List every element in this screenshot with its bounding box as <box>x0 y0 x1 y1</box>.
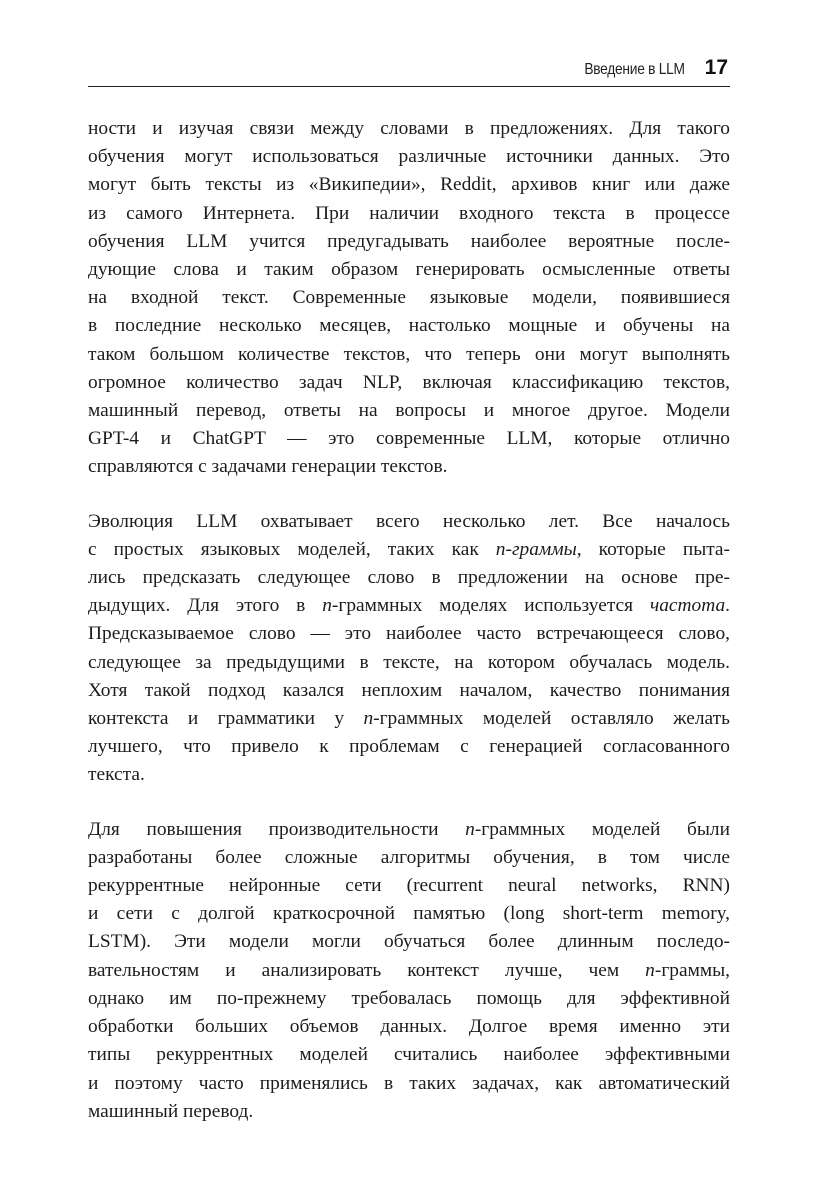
text-run: лись предсказать следующее слово в предложении на основе пре- <box>88 567 730 589</box>
text-line <box>88 761 730 789</box>
text-run: обучения могут использоваться различные источники данных. Это <box>88 146 730 168</box>
text-run: дыдущих. Для этого в <box>88 595 323 617</box>
text-line <box>88 677 730 705</box>
text-run: контекста и грамматики у <box>88 708 364 730</box>
text-run: типы рекуррентных моделей считались наиболее эффективными <box>88 1044 730 1066</box>
text-run: LSTM). Эти модели могли обучаться более длинным последо- <box>88 931 730 953</box>
text-line <box>88 1013 730 1041</box>
text-run: на входной текст. Современные языковые модели, появившиеся <box>88 287 730 309</box>
italic-term: n <box>465 818 475 840</box>
text-line <box>88 872 730 900</box>
text-run: и сети с долгой краткосрочной памятью (long short-term memory, <box>88 903 730 925</box>
text-line <box>88 733 730 761</box>
running-title: Введение в LLM <box>584 61 685 78</box>
text-line <box>88 985 730 1013</box>
text-run: Для повышения производительности <box>88 818 466 840</box>
text-line <box>88 900 730 928</box>
text-run: справляются с задачами генерации текстов. <box>88 456 448 478</box>
text-run: -граммы, <box>654 959 730 981</box>
text-run: разработаны более сложные алгоритмы обучения, в том числе <box>88 846 730 868</box>
text-run: могут быть тексты из «Википедии», Reddit, архивов книг или даже <box>88 174 730 196</box>
text-line <box>88 1098 730 1126</box>
text-run: -граммных моделях используется <box>331 595 650 617</box>
text-line <box>88 284 730 312</box>
text-line <box>88 957 730 985</box>
text-run: дующие слова и таким образом генерировать осмысленные ответы <box>88 259 730 281</box>
text-line <box>88 171 730 199</box>
text-run: GPT-4 и ChatGPT — это современные LLM, которые отлично <box>88 428 730 450</box>
text-run: текста. <box>88 764 145 786</box>
text-line <box>88 228 730 256</box>
italic-term: n <box>322 595 332 617</box>
text-line <box>88 1041 730 1069</box>
paragraph <box>88 816 730 1126</box>
text-line <box>88 453 730 481</box>
text-line <box>88 425 730 453</box>
text-run: обработки больших объемов данных. Долгое время именно эти <box>88 1016 730 1038</box>
page-number: 17 <box>704 56 728 79</box>
italic-term: n-граммы <box>495 538 577 560</box>
text-run: вательностям и анализировать контекст лучше, чем <box>88 959 646 981</box>
text-run: Эволюция LLM охватывает всего несколько лет. Все началось <box>88 510 730 532</box>
text-run: обучения LLM учится предугадывать наиболее вероятные после- <box>88 230 730 252</box>
text-run: . <box>725 595 730 617</box>
text-run: Хотя такой подход казался неплохим началом, качество понимания <box>88 679 730 701</box>
paragraph <box>88 115 730 482</box>
italic-term: n <box>363 708 374 730</box>
text-line <box>88 536 730 564</box>
text-run: -граммных моделей оставляло желать <box>373 708 730 730</box>
text-line <box>88 369 730 397</box>
text-line <box>88 705 730 733</box>
text-line <box>88 620 730 648</box>
text-run: , которые пыта- <box>576 538 730 560</box>
text-run: в последние несколько месяцев, настолько мощные и обучены на <box>88 315 730 337</box>
text-run: машинный перевод, ответы на вопросы и многое другое. Модели <box>88 400 730 422</box>
text-line <box>88 844 730 872</box>
text-line <box>88 397 730 425</box>
text-run: следующее за предыдущими в тексте, на котором обучалась модель. <box>88 651 730 673</box>
text-run: рекуррентные нейронные сети (recurrent neural networks, RNN) <box>88 875 730 897</box>
text-run: таком большом количестве текстов, что теперь они могут выполнять <box>88 343 730 365</box>
text-line <box>88 341 730 369</box>
text-run: Предсказываемое слово — это наиболее часто встречающееся слово, <box>88 623 730 645</box>
text-line <box>88 1070 730 1098</box>
body-text <box>88 115 730 1152</box>
text-line <box>88 256 730 284</box>
text-line <box>88 143 730 171</box>
text-run: из самого Интернета. При наличии входного текста в процессе <box>88 202 730 224</box>
text-line <box>88 200 730 228</box>
text-line <box>88 816 730 844</box>
text-line <box>88 592 730 620</box>
text-run: лучшего, что привело к проблемам с генерацией согласованного <box>88 736 730 758</box>
text-line <box>88 564 730 592</box>
text-run: и поэтому часто применялись в таких задачах, как автоматический <box>88 1072 730 1094</box>
text-line <box>88 312 730 340</box>
text-run: огромное количество задач NLP, включая классификацию текстов, <box>88 371 730 393</box>
text-line <box>88 649 730 677</box>
text-run: с простых языковых моделей, таких как <box>88 538 496 560</box>
text-run: -граммных моделей были <box>474 818 730 840</box>
text-run: ности и изучая связи между словами в предложениях. Для такого <box>88 118 730 139</box>
text-line <box>88 508 730 536</box>
paragraph <box>88 508 730 790</box>
text-run: машинный перевод. <box>88 1100 254 1122</box>
italic-term: частота <box>649 595 726 617</box>
text-line <box>88 115 730 143</box>
page-header <box>88 52 730 87</box>
italic-term: n <box>645 959 655 981</box>
text-line <box>88 928 730 956</box>
text-run: однако им по-прежнему требовалась помощь для эффективной <box>88 987 730 1009</box>
